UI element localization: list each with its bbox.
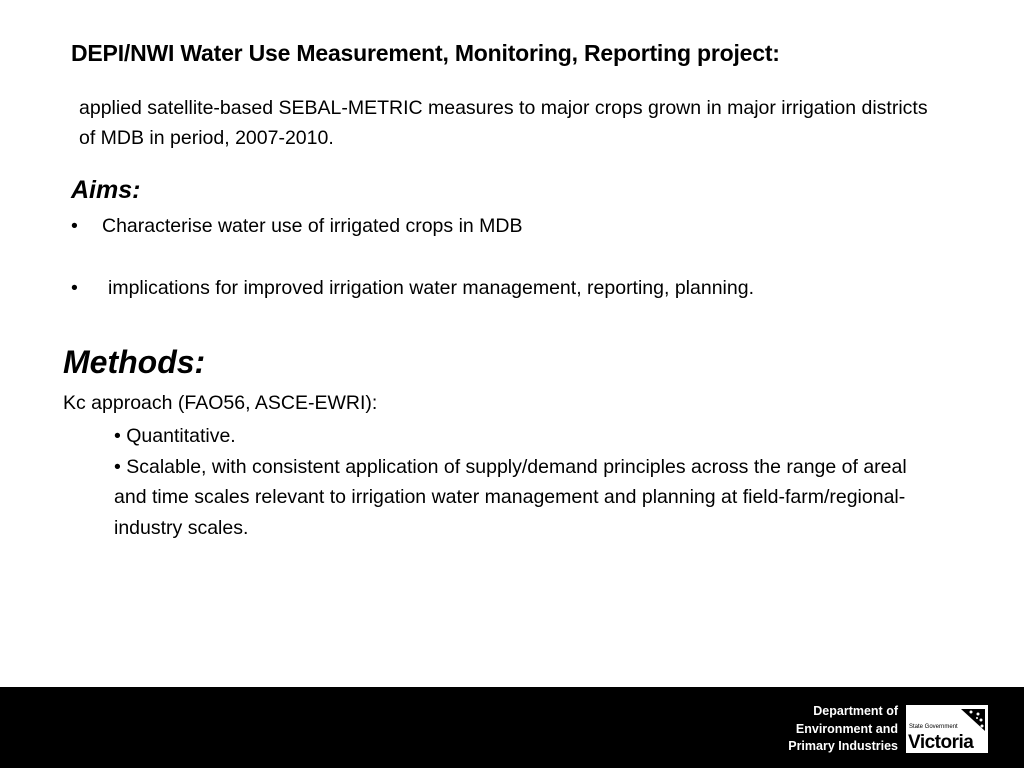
department-line: Environment and bbox=[795, 721, 898, 736]
aims-item-text: implications for improved irrigation water management, reporting, planning. bbox=[108, 277, 754, 299]
methods-heading: Methods: bbox=[63, 344, 206, 380]
aims-item bbox=[71, 215, 523, 238]
victoria-label: Victoria bbox=[908, 732, 974, 753]
department-line: Primary Industries bbox=[788, 739, 898, 753]
methods-list bbox=[114, 421, 934, 543]
department-name bbox=[788, 703, 898, 756]
bullet-icon: • bbox=[71, 277, 78, 299]
southern-cross-icon bbox=[959, 707, 987, 733]
aims-heading: Aims: bbox=[71, 176, 141, 204]
aims-item-text: Characterise water use of irrigated crops in MDB bbox=[102, 215, 523, 237]
state-government-label: State Government bbox=[909, 724, 958, 730]
victoria-logo bbox=[906, 705, 988, 753]
aims-item bbox=[71, 277, 754, 300]
methods-item: • Quantitative. bbox=[114, 425, 236, 447]
bullet-icon: • bbox=[71, 215, 78, 237]
intro-paragraph: applied satellite-based SEBAL-METRIC measures to major crops grown in major irrigation districts of MDB in period, 2007-2010. bbox=[79, 97, 928, 149]
footer-bar bbox=[0, 687, 1024, 768]
methods-item: • Scalable, with consistent application of supply/demand principles across the range of areal and time scales relevant to irrigation water management and planning at field-farm/regional-industry scales. bbox=[114, 455, 907, 539]
slide-title: DEPI/NWI Water Use Measurement, Monitoring, Reporting project: bbox=[71, 40, 780, 66]
department-line: Department of bbox=[813, 704, 898, 718]
kc-approach: Kc approach (FAO56, ASCE-EWRI): bbox=[63, 392, 378, 414]
